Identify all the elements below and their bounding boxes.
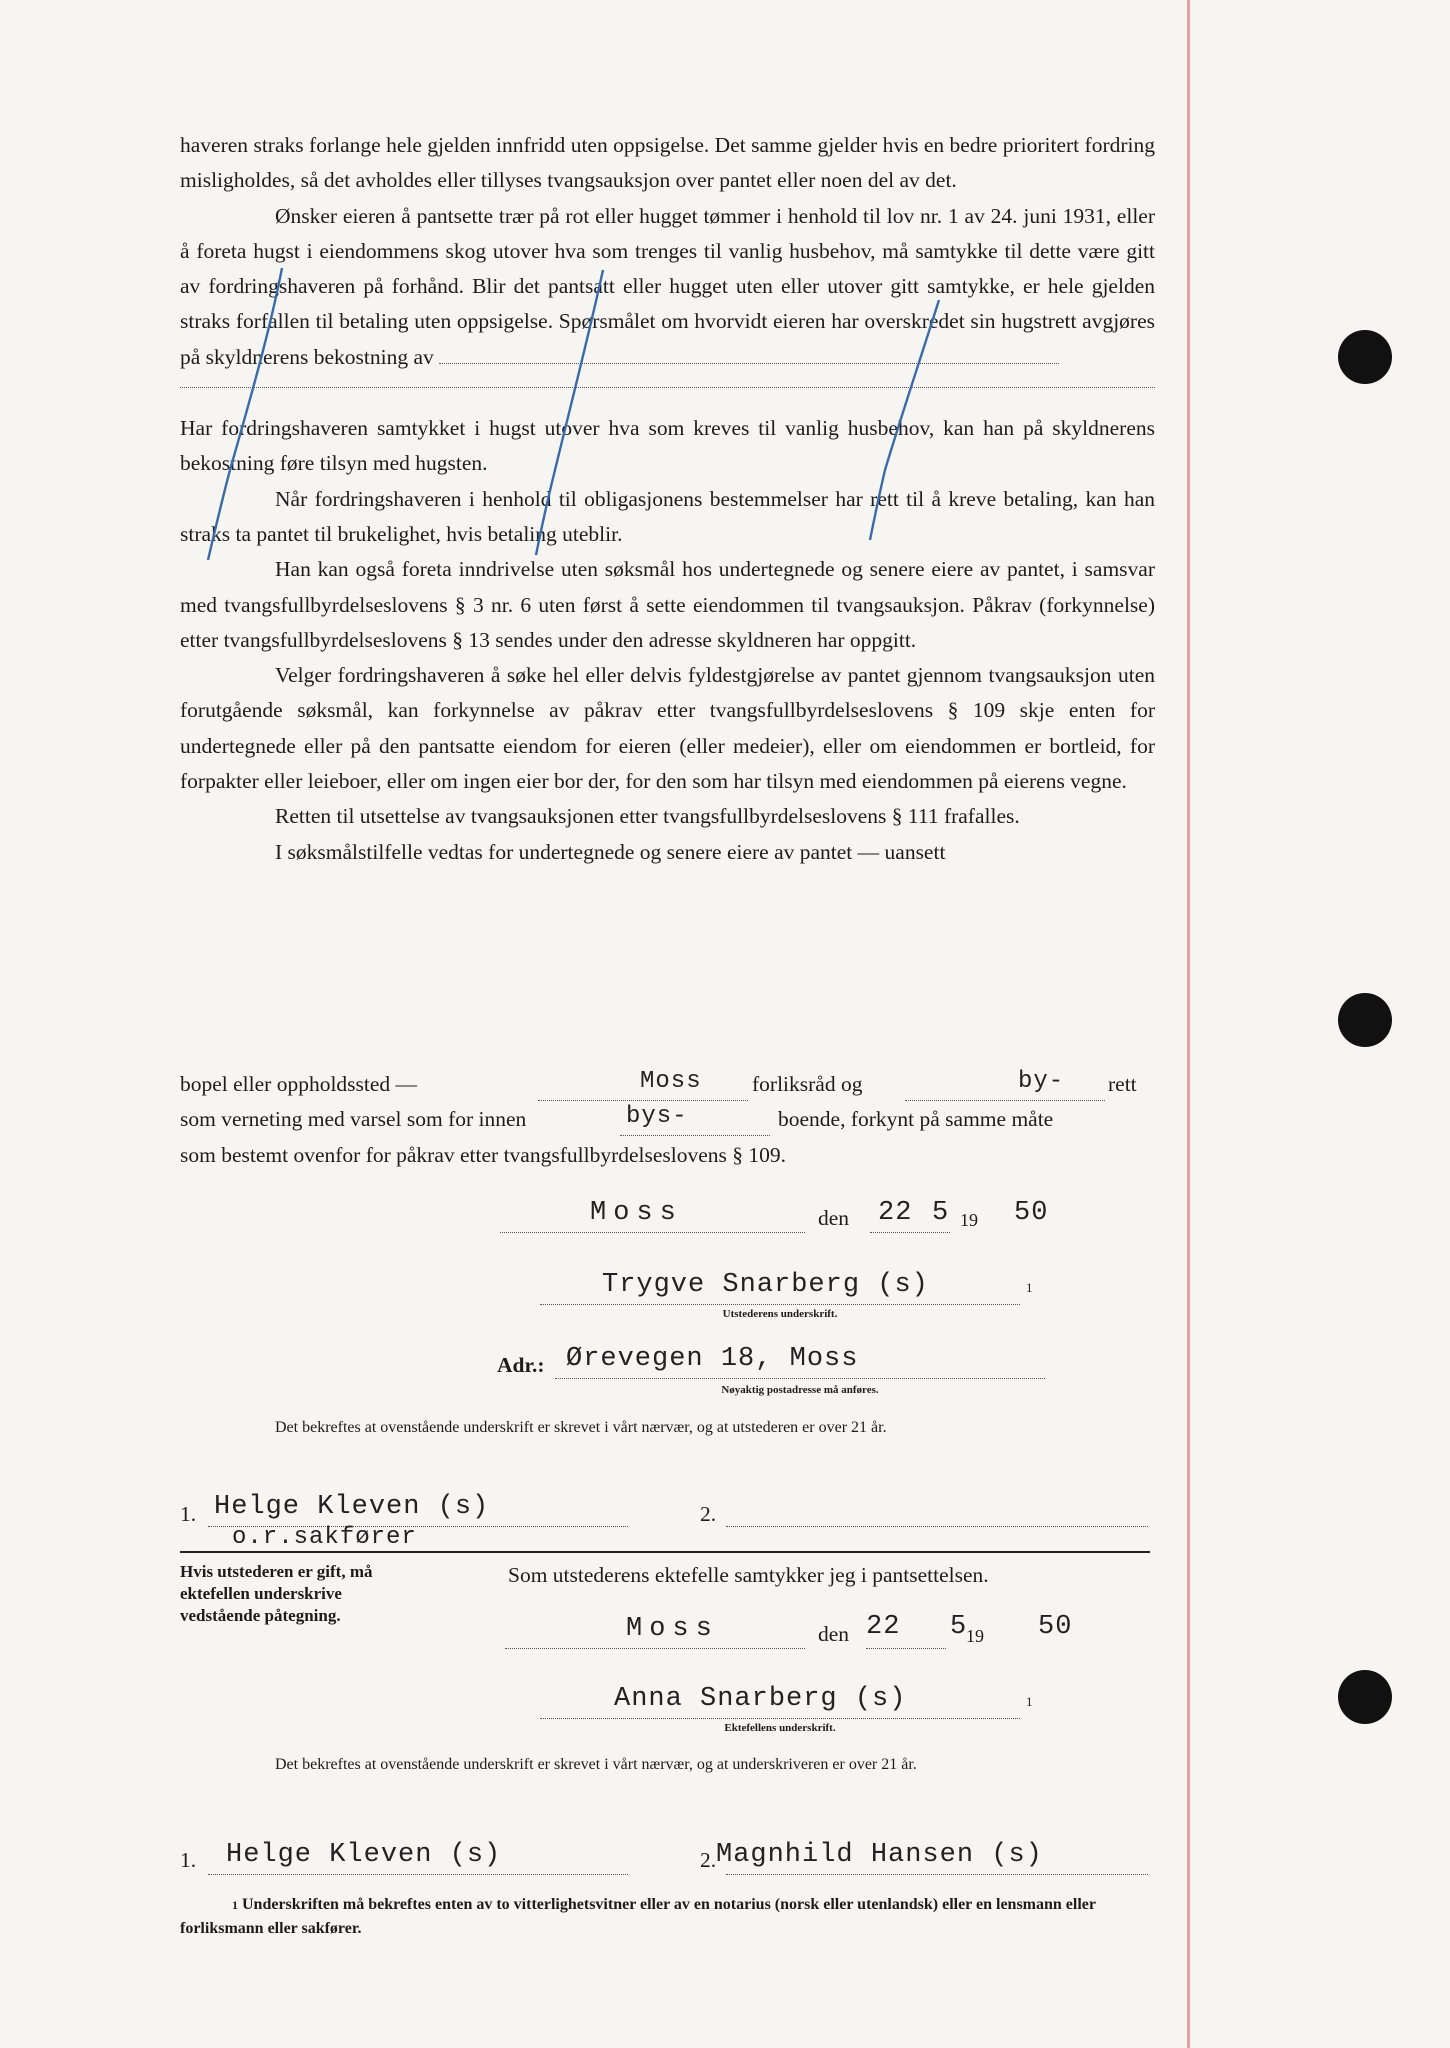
spouse-day: 22 [866,1612,901,1642]
venue-line-4: som bestemt ovenfor for påkrav etter tvangsfullbyrdelseslovens § 109. [180,1143,787,1167]
paragraph-7: Retten til utsettelse av tvangsauksjonen etter tvangsfullbyrdelseslovens § 111 frafalles. [275,804,1020,829]
witness-1-title: o.r.sakfører [232,1524,417,1551]
spouse-note: Hvis utstederen er gift, må ektefellen underskrive vedstående påtegning. [180,1562,373,1625]
issuer-day: 22 [878,1198,913,1228]
paragraph-1: haveren straks forlange hele gjelden innfridd uten oppsigelse. Det samme gjelder hvis en bedre prioritert fordring misligholdes, så det avholdes eller tillyses tvangsauksjon over pantet eller noen del av det. [180,133,1155,193]
witness-statement-1: Det bekreftes at ovenstående underskrift er skrevet i vårt nærvær, og at utstederen er over 21 år. [275,1419,887,1436]
spouse-month: 5 [950,1612,968,1642]
spouse-place: Moss [626,1614,719,1644]
issuer-signature: Trygve Snarberg (s) [602,1270,929,1300]
paragraph-6: Velger fordringshaveren å søke hel eller delvis fyldestgjørelse av pantet gjennom tvangsauksjon uten forutgående søksmål, kan forkynnelse av påkrav etter tvangsfullbyrdelseslovens § 109 skje enten for undertegnede eller på den pantsatte eiendom for eieren (eller medeier), eller om eiendommen er bortleid, for forpakter eller leieboer, eller om ingen eier bor der, for den som har tilsyn med eiendommen på eierens vegne. [180,663,1155,794]
pen-stroke [208,268,282,560]
footnote-text: Underskriften må bekreftes enten av to vitterlighetsvitner eller av en notarius (norsk eller utenlandsk) eller en lensmann eller forliksmann eller sakfører. [180,1896,1096,1937]
witness-4-number: 2. [700,1848,717,1872]
signature-caption: Utstederens underskrift. [722,1308,838,1320]
issuer-year: 50 [1014,1198,1049,1228]
typed-place: Moss [640,1068,702,1095]
spouse-year: 50 [1038,1612,1073,1642]
footnote-mark: 1 [232,1898,238,1912]
witness-2-number: 2. [700,1502,717,1526]
typed-area-type: bys- [626,1103,688,1130]
venue-line-2b: forliksråd og [752,1072,863,1096]
issuer-den: den [818,1206,850,1230]
paragraph-4: Når fordringshaveren i henhold til obligasjonens bestemmelser har rett til å kreve betaling, kan han straks ta pantet til brukelighet, hvis betaling uteblir. [180,486,1155,546]
spouse-century: 19 [966,1626,984,1646]
venue-line-2a: bopel eller oppholdssted — [180,1072,418,1096]
paragraph-3: Har fordringshaveren samtykket i hugst utover hva som kreves til vanlig husbehov, kan han på skyldnerens bekostning føre tilsyn med hugsten. [180,416,1155,476]
spouse-signature-caption: Ektefellens underskrift. [724,1722,836,1734]
witness-4-name: Magnhild Hansen (s) [716,1840,1043,1870]
pen-stroke [536,270,603,555]
pen-stroke [870,300,939,540]
paragraph-2-text: Ønsker eieren å pantsette trær på rot eller hugget tømmer i henhold til lov nr. 1 av 24. juni 1931, eller å foreta hugst i eiendommens skog utover hva som trenges til vanlig husbehov, må samtykke til dette være gitt av fordringshaveren på forhånd. Blir det pantsatt eller hugget uten eller utover gitt samtykke, er hele gjelden straks forfallen til betaling uten oppsigelse. Spørsmålet om hvorvidt eieren har overskredet sin hugstrett avgjøres på skyldnerens bekostning av [180,203,1155,369]
spouse-consent: Som utstederens ektefelle samtykker jeg i pantsettelsen. [508,1563,989,1587]
witness-1-number: 1. [180,1502,197,1526]
paragraph-5: Han kan også foreta inndrivelse uten søksmål hos undertegnede og senere eiere av pantet, i samsvar med tvangsfullbyrdelseslovens § 3 nr. 6 uten først å sette eiendommen til tvangsauksjon. Påkrav (forkynnelse) etter tvangsfullbyrdelseslovens § 13 sendes under den adresse skyldneren har oppgitt. [180,557,1155,652]
venue-line-3b: boende, forkynt på samme måte [778,1107,1054,1131]
witness-1-name: Helge Kleven (s) [214,1492,490,1522]
venue-line-1: I søksmålstilfelle vedtas for undertegnede og senere eiere av pantet — uansett [275,839,946,864]
address-caption: Nøyaktig postadresse må anføres. [721,1384,879,1396]
witness-statement-2: Det bekreftes at ovenstående underskrift er skrevet i vårt nærvær, og at underskriveren er over 21 år. [275,1756,917,1773]
address-label: Adr.: [497,1353,545,1377]
venue-line-2c: rett [1108,1072,1137,1096]
issuer-address: Ørevegen 18, Moss [566,1344,859,1374]
venue-line-3a: som verneting med varsel som for innen [180,1107,527,1131]
spouse-signature: Anna Snarberg (s) [614,1684,907,1714]
issuer-century: 19 [960,1210,978,1230]
footnote-mark: 1 [1026,1280,1033,1295]
typed-court-type: by- [1018,1068,1065,1095]
witness-3-number: 1. [180,1848,197,1872]
witness-3-name: Helge Kleven (s) [226,1840,502,1870]
issuer-month: 5 [932,1198,950,1228]
spouse-den: den [818,1622,850,1646]
issuer-place: Moss [590,1198,683,1228]
footnote-mark: 1 [1026,1694,1033,1709]
